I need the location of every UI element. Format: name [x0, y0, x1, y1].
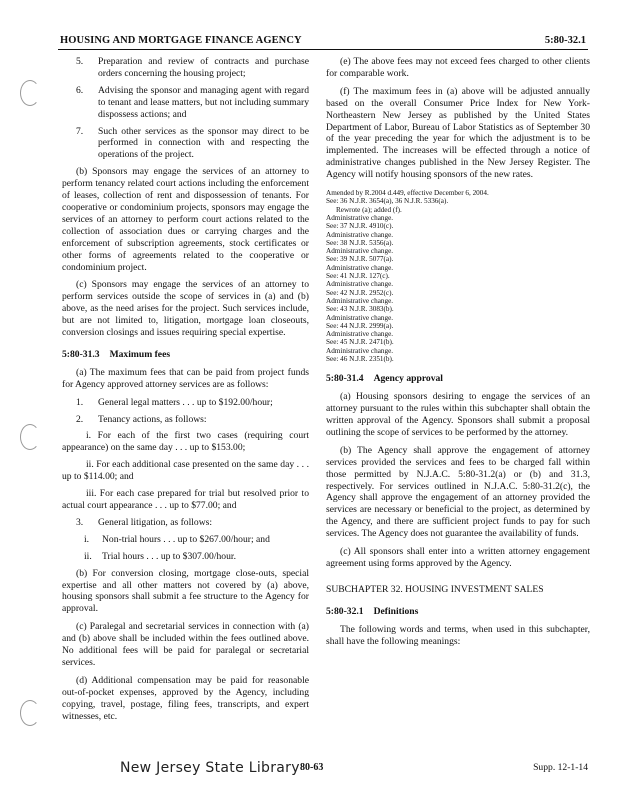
binder-hole-mark	[20, 424, 40, 450]
list-item	[62, 85, 309, 121]
right-column	[326, 56, 590, 654]
history-line: See: 38 N.J.R. 5356(a).	[326, 238, 394, 247]
item-number: 5.	[76, 56, 84, 67]
history-line: See: 45 N.J.R. 2471(b).	[326, 338, 394, 347]
sub-item	[62, 551, 309, 563]
history-line: See: 43 N.J.R. 3083(b).	[326, 305, 394, 314]
history-line: Administrative change.	[326, 230, 394, 239]
paragraph: (b) For conversion closing, mortgage close-outs, special expertise and all other matters not covered by (a) above, housing sponsors shall submit a fee structure to the Agency for approval.	[62, 567, 309, 615]
item-text: Trial hours . . . up to $307.00/hour.	[102, 550, 236, 562]
item-text: Such other services as the sponsor may direct to be performed in connection with and respecting the operations of the project.	[98, 125, 309, 161]
history-notes	[326, 189, 590, 363]
header-section-number: 5:80-32.1	[544, 35, 586, 46]
header-title: HOUSING AND MORTGAGE FINANCE AGENCY	[60, 35, 302, 46]
history-line: See: 39 N.J.R. 5077(a).	[326, 255, 394, 264]
running-header	[58, 33, 588, 50]
section-number: 5:80-32.1	[326, 605, 364, 617]
library-stamp: New Jersey State Library	[120, 760, 300, 776]
item-number: 6.	[76, 84, 84, 96]
section-title: Definitions	[373, 605, 419, 617]
paragraph: (c) Sponsors may engage the services of an attorney to perform services outside the scope of services in (a) and (b) above, as the need arises for the project. Such services include, but are not limited to, litigation, mortgage loan closeouts, conversion closings and issues requiring special expertise.	[62, 279, 309, 339]
history-line: Administrative change.	[326, 213, 394, 222]
paragraph: (a) Housing sponsors desiring to engage the services of an attorney pursuant to the rules within this subchapter shall obtain the written approval of the Agency. Sponsors shall submit a proposal outlining the scope of services to be performed by the attorney.	[326, 391, 590, 438]
history-line: Administrative change.	[326, 330, 394, 339]
paragraph: (b) Sponsors may engage the services of an attorney to perform tenancy related court actions including the enforcement of leases, collection of rent and dispossession of tenants. For cooperative or condominium projects, sponsors may engage the services of an attorney to perform court actions related to the collection of association dues or carrying charges and the enforcement of subscription agreements, stock certificates or other forms of agreements related to the cooperative or condominium project.	[62, 166, 309, 273]
left-column	[62, 56, 309, 729]
sub-item: i. For each of the first two cases (requiring court appearance) on the same day . . . up to $153.00;	[62, 430, 309, 454]
page-number: 80-63	[300, 762, 324, 773]
page-footer	[0, 758, 618, 782]
item-text: Preparation and review of contracts and purchase orders concerning the housing project;	[98, 56, 309, 79]
subchapter-heading: SUBCHAPTER 32. HOUSING INVESTMENT SALES	[326, 583, 544, 595]
paragraph: (b) The Agency shall approve the engagement of attorney services provided the services and fees to be charged fall within those permitted by N.J.A.C. 5:80-31.2(a) or (b) and 31.3, respectively. For services outlined in N.J.A.C. 5:80-31.2(c), the Agency shall approve the engagement of an attorney provided the services are necessary or beneficial to the project, as determined by the Agency, and there are sufficient project funds to pay for such services. The Agency does not guarantee the availability of funds.	[326, 444, 590, 540]
history-line: Amended by R.2004 d.449, effective December 6, 2004.	[326, 189, 489, 198]
paragraph: (a) The maximum fees that can be paid from project funds for Agency approved attorney services are as follows:	[62, 366, 309, 390]
list-item	[62, 517, 309, 529]
section-title: Agency approval	[373, 373, 443, 385]
supplement-date: Supp. 12-1-14	[533, 762, 588, 773]
paragraph: (e) The above fees may not exceed fees charged to other clients for comparable work.	[326, 56, 590, 79]
paragraph: The following words and terms, when used in this subchapter, shall have the following meanings:	[326, 623, 590, 647]
item-text: General legal matters . . . up to $192.00/hour;	[98, 396, 273, 408]
history-line: See: 37 N.J.R. 4910(c).	[326, 222, 394, 231]
history-line: See: 36 N.J.R. 3654(a), 36 N.J.R. 5336(a).	[326, 197, 449, 206]
history-line: See: 46 N.J.R. 2351(b).	[326, 355, 394, 363]
section-heading	[326, 373, 590, 385]
history-line: See: 42 N.J.R. 2952(c).	[326, 288, 394, 297]
history-line: Rewrote (a); added (f).	[336, 205, 402, 214]
sub-item	[62, 534, 309, 546]
item-number: i.	[84, 533, 90, 545]
history-line: Administrative change.	[326, 313, 394, 322]
sub-item: iii. For each case prepared for trial but resolved prior to actual court appearance . . . up to $77.00; and	[62, 488, 309, 511]
history-line: Administrative change.	[326, 263, 394, 272]
list-item	[62, 414, 309, 426]
history-line: See: 44 N.J.R. 2999(a).	[326, 321, 394, 330]
history-line: Administrative change.	[326, 280, 394, 289]
history-line: See: 41 N.J.R. 127(c).	[326, 272, 390, 281]
list-item	[62, 397, 309, 409]
history-line: Administrative change.	[326, 247, 394, 256]
list-item	[62, 126, 309, 162]
history-line: Administrative change.	[326, 296, 394, 305]
paragraph: (c) Paralegal and secretarial services in connection with (a) and (b) above shall be included within the fees outlined above. No additional fees will be paid for paralegal or secretarial services.	[62, 621, 309, 668]
section-heading	[326, 606, 590, 618]
section-number: 5:80-31.4	[326, 373, 364, 385]
item-number: 3.	[76, 516, 84, 528]
section-title: Maximum fees	[109, 348, 171, 360]
item-text: Advising the sponsor and managing agent with regard to tenant and lease matters, but not including summary dispossess actions; and	[98, 84, 309, 120]
binder-hole-mark	[20, 700, 40, 726]
paragraph: (c) All sponsors shall enter into a written attorney engagement agreement using forms approved by the Agency.	[326, 546, 590, 569]
binder-hole-mark	[20, 80, 40, 106]
section-heading	[62, 349, 309, 361]
paragraph: (d) Additional compensation may be paid for reasonable out-of-pocket expenses, approved by the Agency, including copying, travel, postage, filing fees, transcripts, and expert witnesses, etc.	[62, 674, 309, 722]
item-text: Non-trial hours . . . up to $267.00/hour; and	[102, 533, 270, 545]
sub-item: ii. For each additional case presented on the same day . . . up to $114.00; and	[62, 459, 309, 483]
item-number: 7.	[76, 125, 84, 137]
item-number: 1.	[76, 396, 84, 408]
item-number: ii.	[84, 550, 92, 562]
list-item	[62, 56, 309, 80]
item-text: Tenancy actions, as follows:	[98, 413, 207, 425]
section-number: 5:80-31.3	[62, 348, 100, 360]
item-number: 2.	[76, 413, 84, 425]
paragraph: (f) The maximum fees in (a) above will be adjusted annually based on the overall Consumer Price Index for New York-Northeastern New Jersey as published by the United States Department of Labor, Bureau of Labor Statistics as of September 30 of the year preceding the year for which the adjustment is to be implemented. The increases will be effected through a notice of administrative changes published in the New Jersey Register. The Agency will notify housing sponsors of the new rates.	[326, 85, 590, 181]
history-line: Administrative change.	[326, 346, 394, 355]
item-text: General litigation, as follows:	[98, 516, 213, 528]
